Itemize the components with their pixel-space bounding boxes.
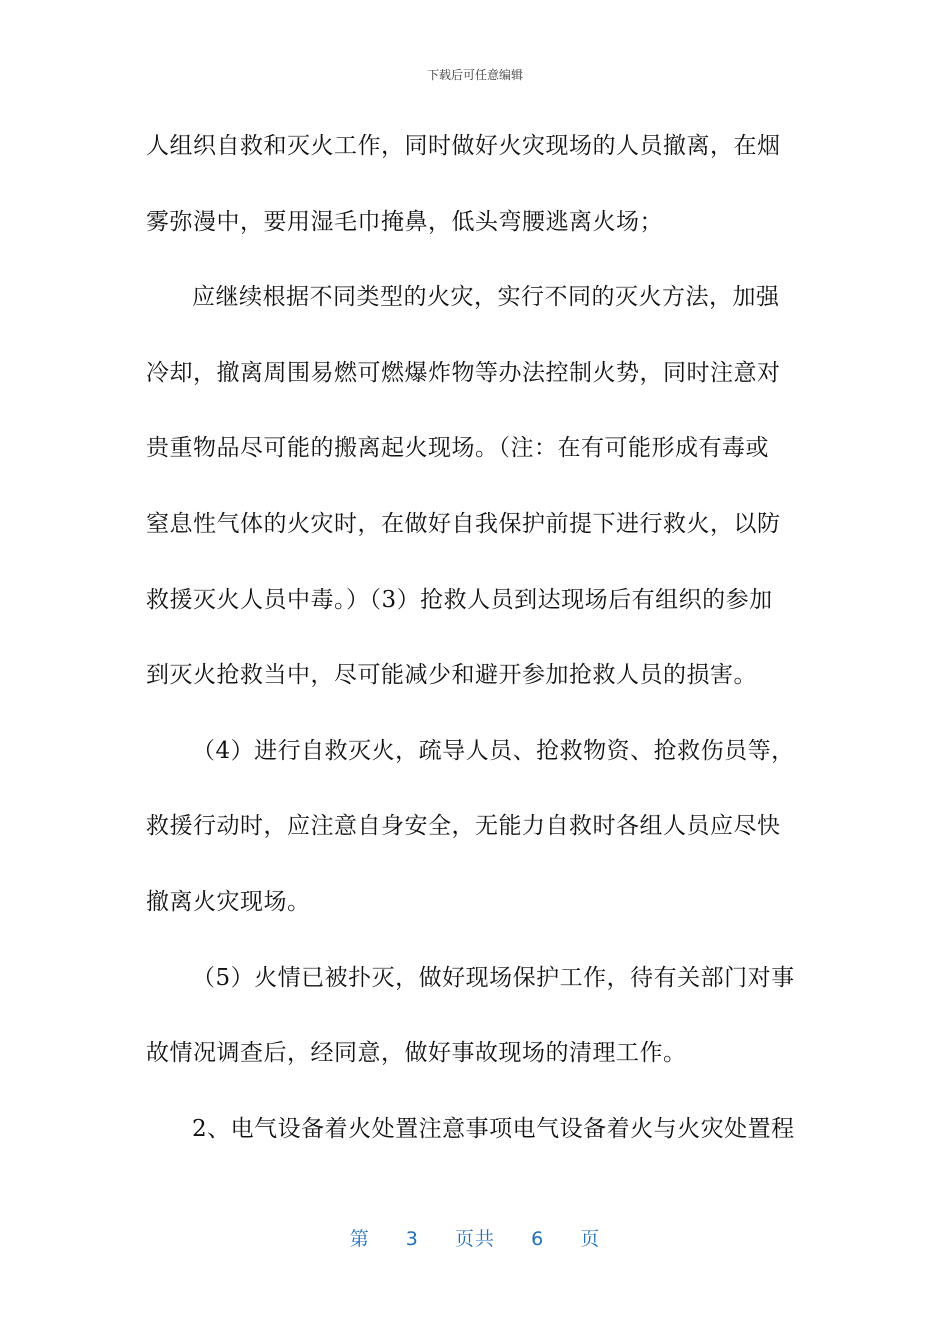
text-line: 窒息性气体的火灾时，在做好自我保护前提下进行救火，以防 bbox=[146, 510, 781, 537]
text-line: 应继续根据不同类型的火灾，实行不同的灭火方法，加强 bbox=[192, 284, 780, 311]
text-line: 撤离火灾现场。 bbox=[146, 888, 311, 915]
page-number-footer bbox=[0, 1224, 950, 1251]
text-line: 故情况调查后，经同意，做好事故现场的清理工作。 bbox=[146, 1040, 687, 1067]
footer-prefix: 第 bbox=[349, 1228, 370, 1250]
text-line: 冷却，撤离周围易燃可燃爆炸物等办法控制火势，同时注意对 bbox=[146, 359, 781, 386]
page-header: 下载后可任意编辑 bbox=[426, 68, 523, 82]
text-line: 救援灭火人员中毒。）（3）抢救人员到达现场后有组织的参加 bbox=[146, 586, 773, 613]
current-page-number: 3 bbox=[405, 1228, 419, 1250]
text-line: 到灭火抢救当中，尽可能减少和避开参加抢救人员的损害。 bbox=[146, 662, 757, 689]
document-body bbox=[146, 118, 806, 1176]
text-line: 人组织自救和灭火工作，同时做好火灾现场的人员撤离，在烟 bbox=[146, 133, 781, 159]
text-line: 雾弥漫中，要用湿毛巾掩鼻，低头弯腰逃离火场； bbox=[146, 208, 663, 235]
text-line: 2、电气设备着火处置注意事项电气设备着火与火灾处置程 bbox=[192, 1115, 795, 1142]
text-line: 救援行动时，应注意自身安全，无能力自救时各组人员应尽快 bbox=[146, 813, 781, 840]
text-line: （5）火情已被扑灭，做好现场保护工作，待有关部门对事 bbox=[192, 964, 795, 991]
total-page-number: 6 bbox=[531, 1228, 545, 1250]
text-line: 贵重物品尽可能的搬离起火现场。（注：在有可能形成有毒或 bbox=[146, 435, 769, 462]
footer-suffix: 页 bbox=[580, 1228, 601, 1250]
text-line: （4）进行自救灭火，疏导人员、抢救物资、抢救伤员等， bbox=[192, 737, 795, 764]
footer-middle: 页共 bbox=[454, 1228, 495, 1250]
